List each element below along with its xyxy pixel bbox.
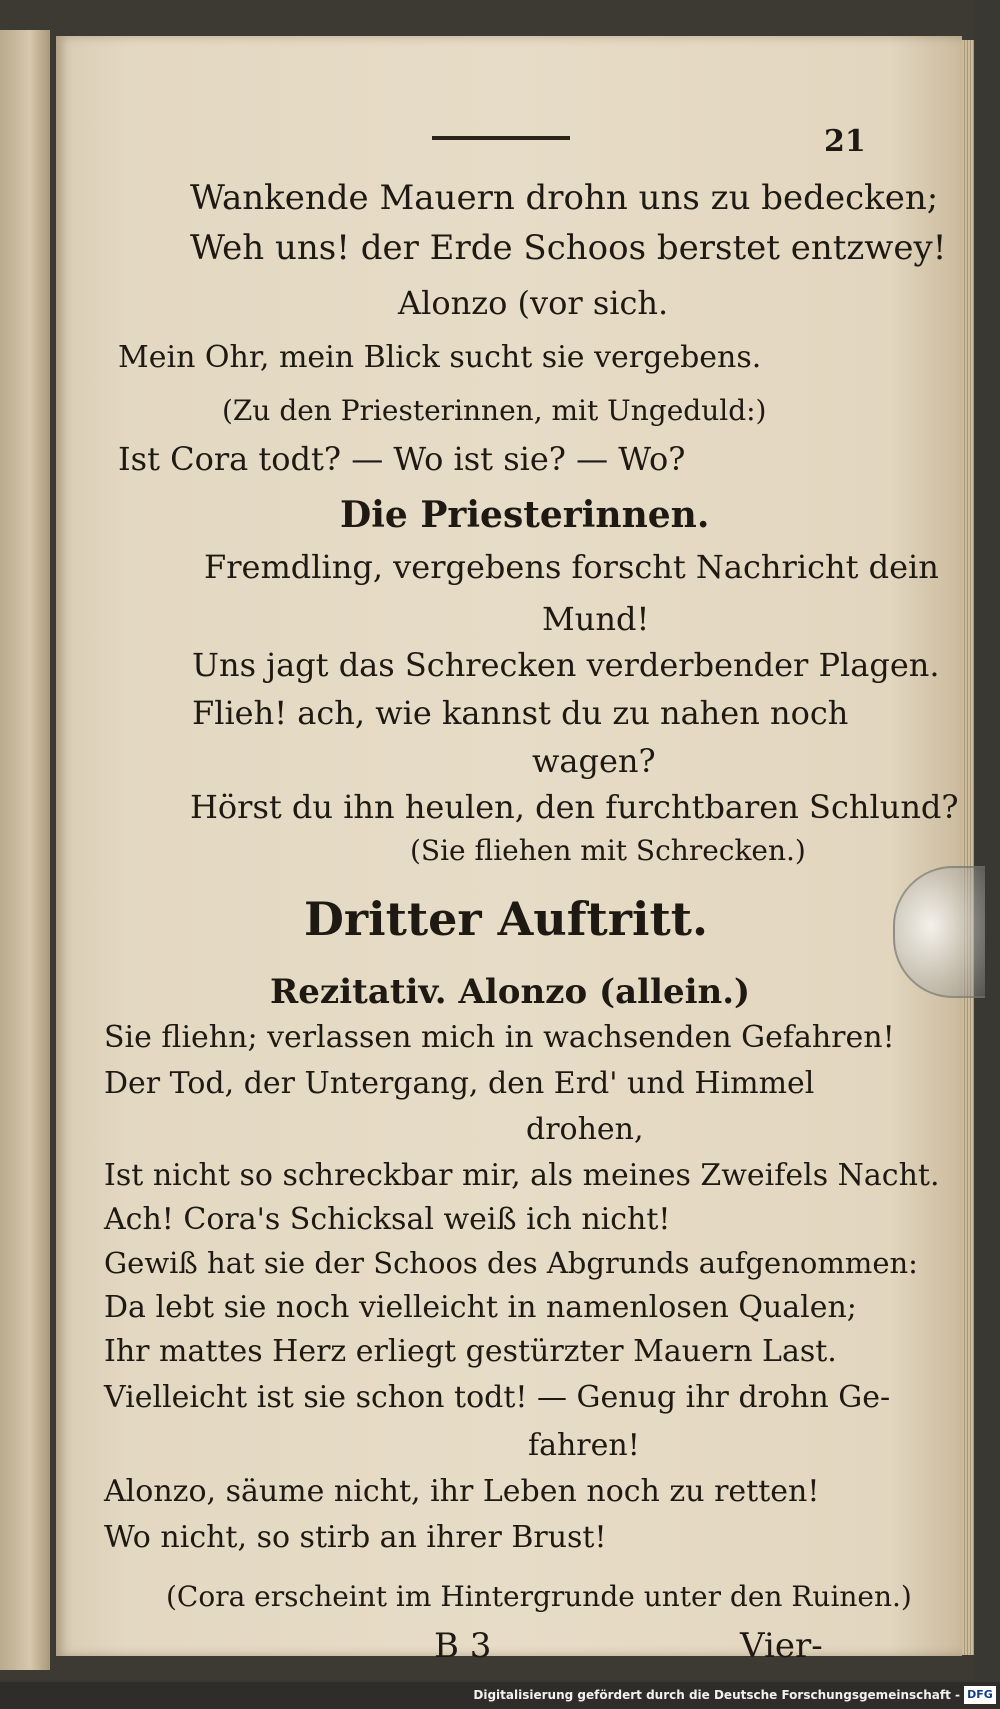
footer-credit: Digitalisierung gefördert durch die Deutsche Forschungsgemeinschaft - bbox=[473, 1688, 960, 1702]
text-line: Vielleicht ist sie schon todt! — Genug ihr drohn Ge- bbox=[104, 1380, 891, 1415]
page-number: 21 bbox=[824, 124, 866, 159]
text-line: Ist Cora todt? — Wo ist sie? — Wo? bbox=[118, 440, 686, 478]
text-line: Sie fliehn; verlassen mich in wachsenden Gefahren! bbox=[104, 1020, 895, 1055]
text-line: Alonzo, säume nicht, ihr Leben noch zu retten! bbox=[104, 1474, 820, 1509]
text-line: Rezitativ. Alonzo (allein.) bbox=[270, 972, 751, 1012]
text-line: Weh uns! der Erde Schoos berstet entzwey! bbox=[190, 228, 947, 268]
catchword: Vier- bbox=[740, 1626, 823, 1666]
left-page-edge bbox=[0, 30, 50, 1670]
text-line: Fremdling, vergebens forscht Nachricht dein bbox=[204, 548, 939, 586]
text-line: Ach! Cora's Schicksal weiß ich nicht! bbox=[104, 1202, 671, 1237]
text-line: Wo nicht, so stirb an ihrer Brust! bbox=[104, 1520, 607, 1555]
text-line: Flieh! ach, wie kannst du zu nahen noch bbox=[192, 694, 849, 732]
text-line: Alonzo (vor sich. bbox=[398, 284, 669, 322]
text-line: Ihr mattes Herz erliegt gestürzter Mauern Last. bbox=[104, 1334, 837, 1369]
text-line: (Sie fliehen mit Schrecken.) bbox=[410, 834, 806, 867]
text-line: Mein Ohr, mein Blick sucht sie vergebens. bbox=[118, 340, 762, 375]
text-line: wagen? bbox=[532, 742, 656, 780]
text-line: Hörst du ihn heulen, den furchtbaren Schlund? bbox=[190, 788, 959, 826]
text-line: Die Priesterinnen. bbox=[340, 494, 710, 536]
dfg-logo: DFG bbox=[964, 1686, 996, 1704]
text-line: Mund! bbox=[542, 600, 650, 638]
text-line: Uns jagt das Schrecken verderbender Plagen. bbox=[192, 646, 940, 684]
page-stack-edge bbox=[962, 40, 974, 1655]
text-line: Der Tod, der Untergang, den Erd' und Himmel bbox=[104, 1066, 815, 1101]
text-line: fahren! bbox=[528, 1428, 640, 1463]
text-line: (Zu den Priesterinnen, mit Ungeduld:) bbox=[222, 394, 767, 427]
text-line: Wankende Mauern drohn uns zu bedecken; bbox=[190, 178, 939, 218]
text-line: Dritter Auftritt. bbox=[304, 892, 709, 946]
text-line: Ist nicht so schreckbar mir, als meines Zweifels Nacht. bbox=[104, 1158, 940, 1193]
signature-mark: B 3 bbox=[434, 1626, 492, 1666]
text-line: (Cora erscheint im Hintergrunde unter den Ruinen.) bbox=[166, 1580, 912, 1613]
header-rule bbox=[432, 136, 570, 140]
text-line: drohen, bbox=[526, 1112, 644, 1147]
text-line: Gewiß hat sie der Schoos des Abgrunds aufgenommen: bbox=[104, 1246, 918, 1280]
text-line: Da lebt sie noch vielleicht in namenlosen Qualen; bbox=[104, 1290, 857, 1325]
